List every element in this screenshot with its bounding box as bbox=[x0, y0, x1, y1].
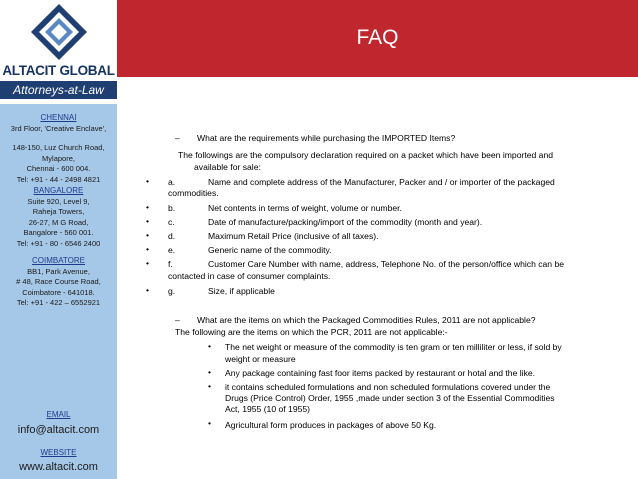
item-text: Generic name of the commodity. bbox=[208, 245, 332, 255]
office-address-line: Chennai - 600 004. bbox=[26, 164, 91, 174]
office-city: CHENNAI bbox=[40, 113, 77, 122]
office-address-line: 3rd Floor, 'Creative Enclave', bbox=[10, 123, 107, 133]
office-address-line: # 48, Race Course Road, bbox=[16, 277, 101, 287]
office-coimbatore bbox=[0, 256, 117, 309]
item-text: it contains scheduled formulations and non scheduled formulations covered under the bbox=[225, 382, 551, 392]
website-link[interactable]: www.altacit.com bbox=[19, 461, 98, 473]
item-text: Any package containing fast foor items packed by restaurant or hotal and the like. bbox=[225, 368, 536, 378]
sub-bullet: • bbox=[208, 381, 212, 391]
office-address-line: Raheja Towers, bbox=[32, 207, 85, 217]
item-text: Date of manufacture/packing/import of the commodity (month and year). bbox=[208, 217, 483, 227]
office-city: BANGALORE bbox=[33, 186, 84, 195]
item-text: commodities. bbox=[168, 188, 219, 198]
bullet: • bbox=[146, 202, 150, 212]
office-phone: Tel: +91 - 422 – 6552921 bbox=[16, 298, 101, 308]
faq-question: What are the items on which the Packaged Commodities Rules, 2011 are not applicable? bbox=[197, 315, 536, 325]
office-city: COIMBATORE bbox=[31, 256, 86, 265]
item-label: a. bbox=[168, 177, 176, 187]
office-chennai bbox=[0, 113, 117, 186]
item-label: e. bbox=[168, 245, 176, 255]
faq-intro: The following are the items on which the PCR, 2011 are not applicable:- bbox=[175, 327, 448, 337]
office-phone: Tel: +91 - 80 - 6546 2400 bbox=[16, 238, 101, 248]
email-label: EMAIL bbox=[46, 410, 71, 419]
item-text: Agricultural form produces in packages of above 50 Kg. bbox=[225, 420, 437, 430]
faq-question: What are the requirements while purchasing the IMPORTED Items? bbox=[197, 133, 456, 143]
office-address-line: Coimbatore - 641018. bbox=[22, 287, 95, 297]
bullet: • bbox=[146, 230, 150, 240]
item-text: Act, 1955 (10 of 1955) bbox=[225, 404, 311, 414]
item-text: Customer Care Number with name, address, Telephone No. of the person/office which can be bbox=[208, 259, 565, 269]
sub-bullet: • bbox=[208, 341, 212, 351]
sub-bullet: • bbox=[208, 418, 212, 428]
logo bbox=[0, 0, 117, 104]
item-text: Maximum Retail Price (inclusive of all taxes). bbox=[208, 231, 379, 241]
bullet: • bbox=[146, 244, 150, 254]
item-text: Drugs (Price Control) Order, 1955 ,made under section 3 of the Essential Commodities bbox=[225, 393, 555, 403]
item-text: Net contents in terms of weight, volume or number. bbox=[208, 203, 402, 213]
item-label: f. bbox=[168, 259, 173, 269]
bullet: • bbox=[146, 258, 150, 268]
office-address-line: 26-27, M G Road, bbox=[28, 217, 89, 227]
logo-mark-icon bbox=[29, 2, 89, 62]
office-address-line: 148-150, Luz Church Road, bbox=[12, 143, 105, 153]
dash-marker: – bbox=[175, 315, 180, 325]
bullet: • bbox=[146, 285, 150, 295]
item-text: weight or measure bbox=[225, 354, 296, 364]
brand-tagline: Attorneys-at-Law bbox=[0, 81, 117, 99]
office-phone: Tel: +91 - 44 - 2498 4821 bbox=[16, 174, 101, 184]
office-address-line: Suite 920, Level 9, bbox=[27, 196, 90, 206]
page-title: FAQ bbox=[356, 26, 399, 49]
faq-intro: available for sale: bbox=[194, 162, 261, 172]
website-label: WEBSITE bbox=[40, 448, 77, 457]
sidebar bbox=[0, 0, 117, 479]
office-bangalore bbox=[0, 186, 117, 250]
bullet: • bbox=[146, 216, 150, 226]
office-address-line: Mylapore, bbox=[42, 153, 75, 163]
header-bar bbox=[117, 0, 638, 77]
item-label: b. bbox=[168, 203, 176, 213]
office-address-line: BB1, Park Avenue, bbox=[27, 266, 90, 276]
item-label: g. bbox=[168, 286, 176, 296]
item-text: Name and complete address of the Manufacturer, Packer and / or importer of the packaged bbox=[208, 177, 555, 187]
bullet: • bbox=[146, 176, 150, 186]
item-text: contacted in case of consumer complaints. bbox=[168, 271, 331, 281]
office-address-line: Bangalore - 560 001. bbox=[23, 228, 94, 238]
item-label: c. bbox=[168, 217, 175, 227]
item-text: Size, if applicable bbox=[208, 286, 275, 296]
brand-name: ALTACIT GLOBAL bbox=[2, 63, 115, 78]
sub-bullet: • bbox=[208, 367, 212, 377]
email-link[interactable]: info@altacit.com bbox=[17, 424, 100, 436]
faq-intro: The followings are the compulsory declaration required on a packet which have been imported and bbox=[178, 150, 554, 160]
dash-marker: – bbox=[175, 133, 180, 143]
item-label: d. bbox=[168, 231, 176, 241]
item-text: The net weight or measure of the commodity is ten gram or ten milliliter or less, if sold by bbox=[225, 342, 562, 352]
